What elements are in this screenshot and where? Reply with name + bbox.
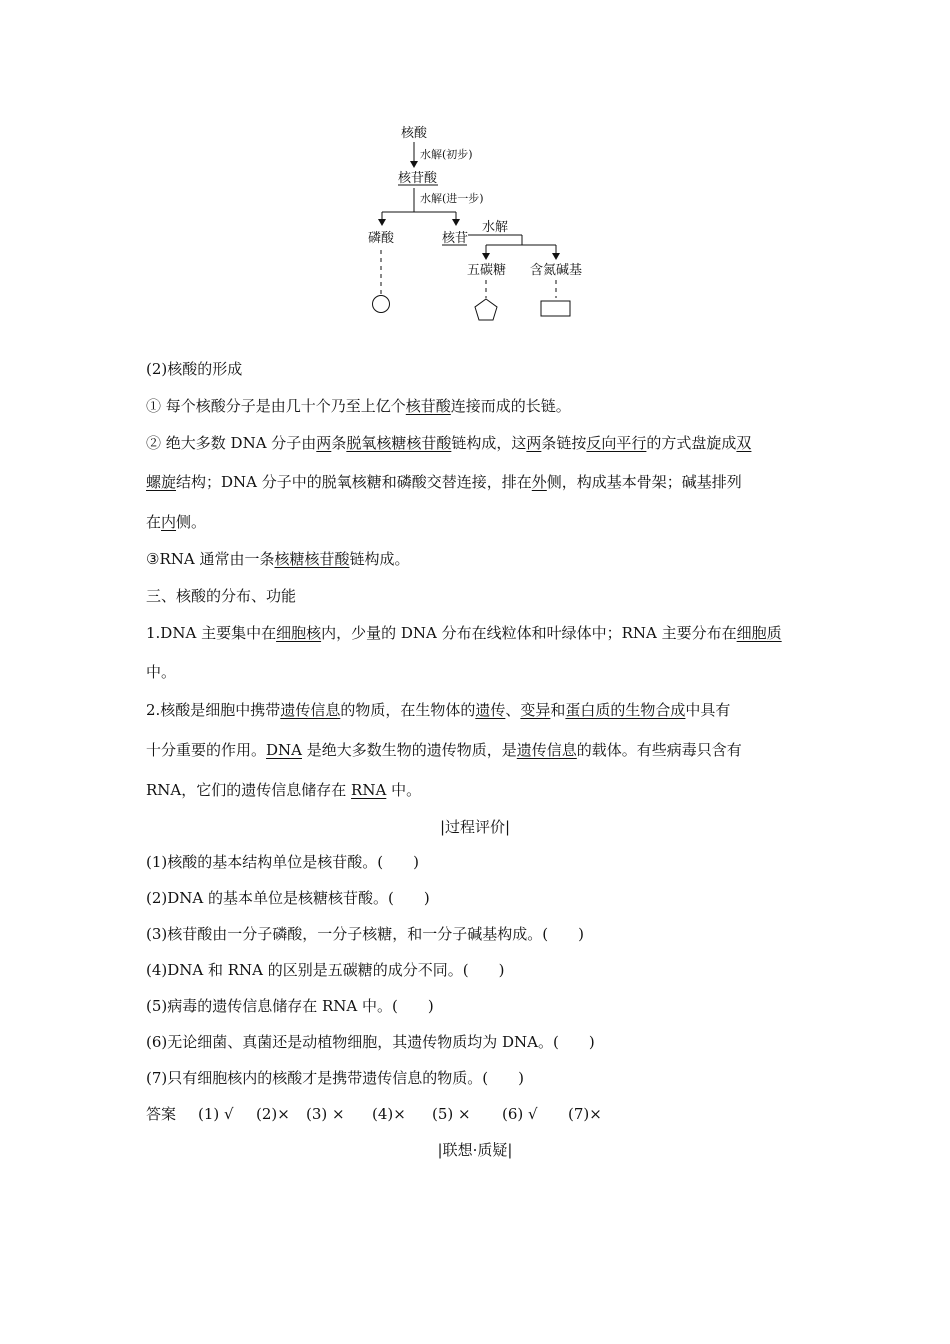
s2-paragraph-1: ① 每个核酸分子是由几十个乃至上亿个核苷酸连接而成的长链。 — [146, 397, 571, 415]
label-step3: 水解 — [482, 220, 509, 235]
next-section-title: |联想·质疑| — [437, 1141, 513, 1159]
review-section-title: |过程评价| — [439, 818, 511, 836]
s2-paragraph-2-line-3: 在内侧。 — [146, 513, 207, 531]
label-step2: 水解(进一步) — [420, 192, 484, 205]
nucleic-acid-hydrolysis-diagram — [0, 0, 950, 340]
s3-paragraph-1-line-1: 1.DNA 主要集中在细胞核内，少量的 DNA 分布在线粒体和叶绿体中；RNA 主要分布在细胞质 — [146, 624, 782, 642]
review-item-4: (4)DNA 和 RNA 的区别是五碳糖的成分不同。( ) — [146, 961, 505, 979]
answer-5: (5) × — [432, 1105, 471, 1123]
section-3-heading: 三、核酸的分布、功能 — [146, 587, 297, 605]
label-linsuan: 磷酸 — [368, 231, 395, 246]
s2-paragraph-3: ③RNA 通常由一条核糖核苷酸链构成。 — [146, 550, 410, 568]
base-rectangle-shape — [541, 301, 570, 316]
s3-paragraph-2-line-2: 十分重要的作用。DNA 是绝大多数生物的遗传物质，是遗传信息的载体。有些病毒只含有 — [146, 741, 742, 759]
review-item-5: (5)病毒的遗传信息储存在 RNA 中。( ) — [146, 997, 434, 1015]
phosphate-circle-shape — [373, 296, 390, 313]
label-hesuan: 核酸 — [401, 126, 428, 141]
answer-1: (1) √ — [198, 1105, 234, 1123]
review-item-3: (3)核苷酸由一分子磷酸，一分子核糖，和一分子碱基构成。( ) — [146, 925, 584, 943]
review-item-6: (6)无论细菌、真菌还是动植物细胞，其遗传物质均为 DNA。( ) — [146, 1033, 595, 1051]
label-wutantang: 五碳糖 — [467, 263, 507, 278]
label-hegansuan: 核苷酸 — [398, 171, 438, 186]
answer-4: (4)× — [372, 1105, 406, 1123]
s2-paragraph-2-line-2: 螺旋结构；DNA 分子中的脱氧核糖和磷酸交替连接，排在外侧，构成基本骨架；碱基排列 — [146, 473, 742, 491]
label-hegan: 核苷 — [442, 231, 469, 246]
s3-paragraph-2-line-3: RNA，它们的遗传信息储存在 RNA 中。 — [146, 781, 422, 799]
s2-paragraph-2-line-1: ② 绝大多数 DNA 分子由两条脱氧核糖核苷酸链构成，这两条链按反向平行的方式盘旋成双 — [146, 434, 752, 452]
section-2-heading: (2)核酸的形成 — [146, 360, 243, 378]
answer-6: (6) √ — [502, 1105, 538, 1123]
pentose-pentagon-shape — [475, 299, 497, 320]
review-item-1: (1)核酸的基本结构单位是核苷酸。( ) — [146, 853, 419, 871]
answer-7: (7)× — [568, 1105, 602, 1123]
answer-line — [146, 1104, 826, 1124]
s3-paragraph-2-line-1: 2.核酸是细胞中携带遗传信息的物质，在生物体的遗传、变异和蛋白质的生物合成中具有 — [146, 701, 731, 719]
review-item-7: (7)只有细胞核内的核酸才是携带遗传信息的物质。( ) — [146, 1069, 524, 1087]
label-handanjianji: 含氮碱基 — [530, 263, 583, 278]
review-item-2: (2)DNA 的基本单位是核糖核苷酸。( ) — [146, 889, 430, 907]
answer-label: 答案 — [146, 1105, 177, 1123]
s3-paragraph-1-line-2: 中。 — [146, 663, 177, 681]
answer-2: (2)× — [256, 1105, 290, 1123]
label-step1: 水解(初步) — [420, 148, 473, 161]
answer-3: (3) × — [306, 1105, 345, 1123]
